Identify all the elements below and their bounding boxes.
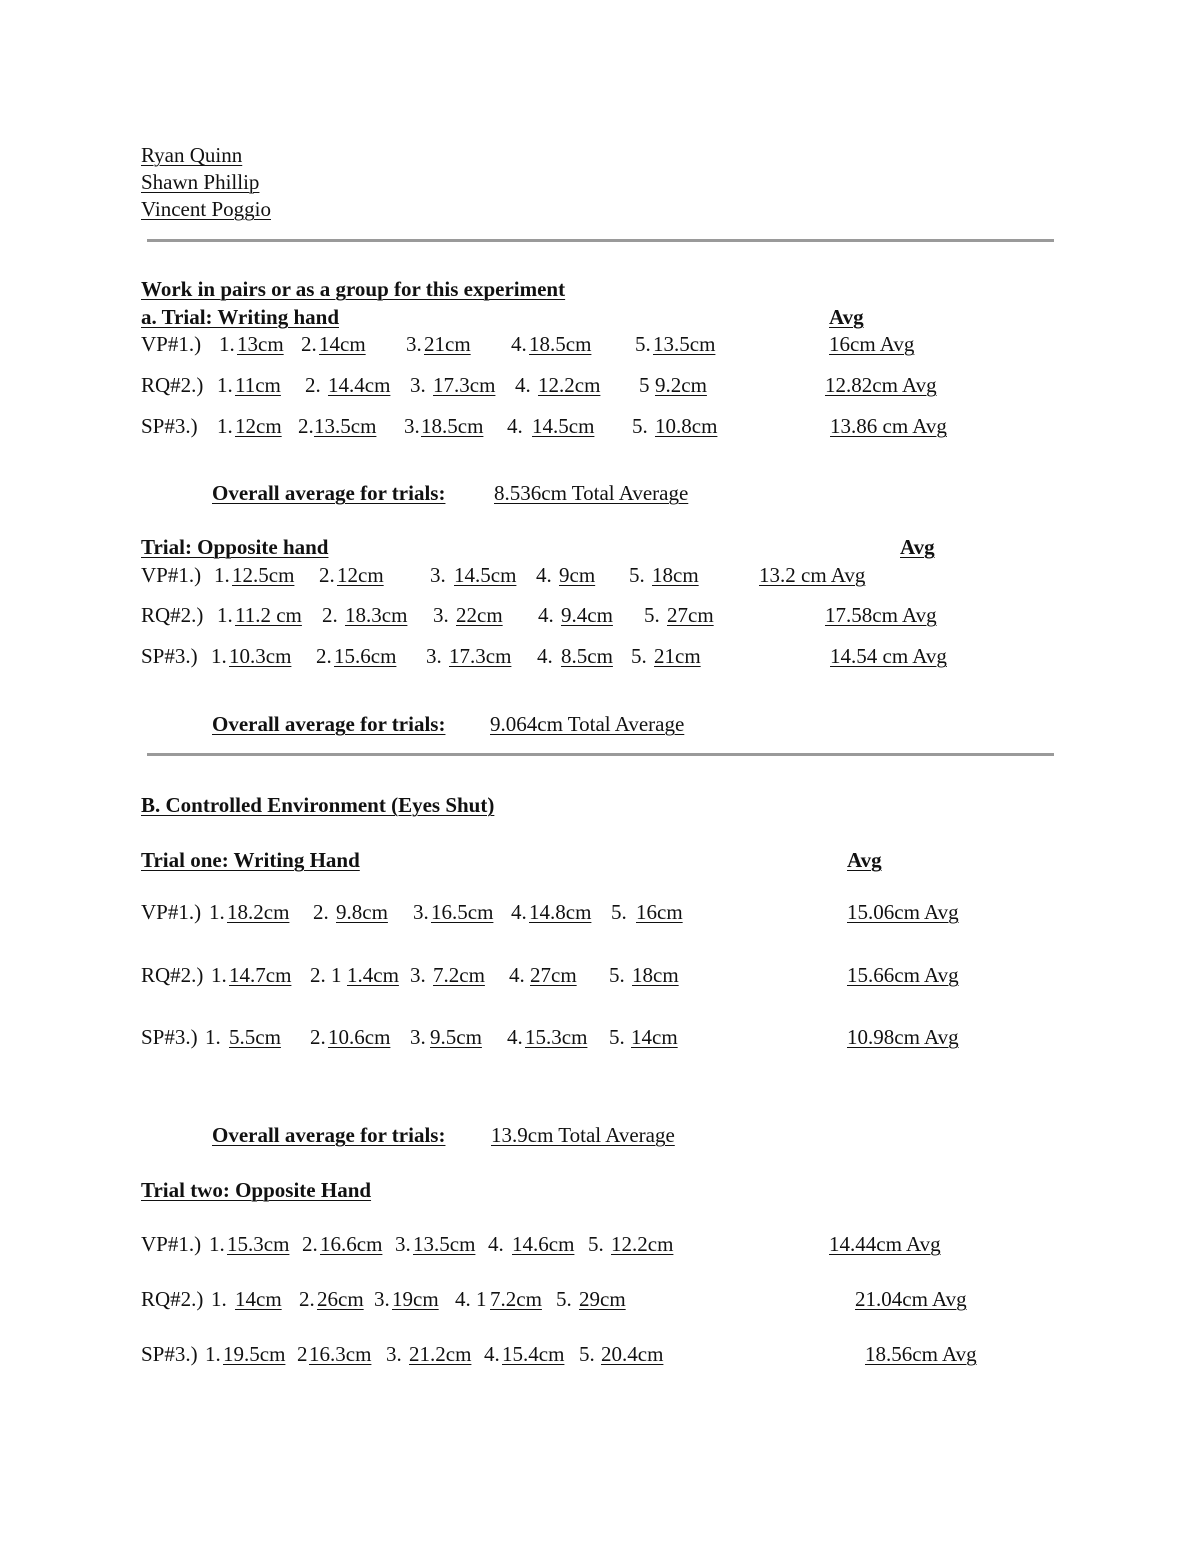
trial-value: 19cm xyxy=(392,1287,439,1311)
trial-number: 5. xyxy=(629,563,645,587)
trial-number: 2. xyxy=(299,1287,315,1311)
row-average: 15.06cm Avg xyxy=(847,900,959,924)
trial-value: 16.5cm xyxy=(431,900,494,924)
trial-number: 4. 1 xyxy=(455,1287,487,1311)
trial-value: 12.2cm xyxy=(538,373,601,397)
trial-number: 5. xyxy=(609,1025,625,1049)
trial-number: 1. xyxy=(217,373,233,397)
trial-value: 14.5cm xyxy=(532,414,595,438)
trial-value: 15.3cm xyxy=(227,1232,290,1256)
trial-value: 12.5cm xyxy=(232,563,295,587)
row-label: RQ#2.) xyxy=(141,963,204,987)
trial-number: 5. xyxy=(579,1342,595,1366)
trial-number: 5. xyxy=(631,644,647,668)
trial-value: 27cm xyxy=(667,603,714,627)
trial-number: 2. xyxy=(302,1232,318,1256)
trial-number: 5. xyxy=(635,332,651,356)
row-average: 16cm Avg xyxy=(829,332,915,356)
trial-value: 1.4cm xyxy=(347,963,399,987)
trial-number: 1. xyxy=(217,414,233,438)
trial-number: 5. xyxy=(588,1232,604,1256)
trial-value: 13.5cm xyxy=(413,1232,476,1256)
section-title: B. Controlled Environment (Eyes Shut) xyxy=(141,793,495,817)
trial-value: 5.5cm xyxy=(229,1025,281,1049)
trial-value: 10.8cm xyxy=(655,414,718,438)
trial-number: 2. xyxy=(316,644,332,668)
author-name: Ryan Quinn xyxy=(141,143,243,167)
overall-average: 8.536cm Total Average xyxy=(494,481,689,505)
trial-value: 27cm xyxy=(530,963,577,987)
trial-number: 3. xyxy=(395,1232,411,1256)
trial-value: 14.7cm xyxy=(229,963,292,987)
trial-value: 18cm xyxy=(652,563,699,587)
trial-number: 2. xyxy=(319,563,335,587)
row-label: SP#3.) xyxy=(141,414,198,438)
trial-number: 1. xyxy=(209,900,225,924)
trial-value: 18.5cm xyxy=(421,414,484,438)
divider xyxy=(147,239,1054,242)
trial-number: 4. xyxy=(484,1342,500,1366)
author-name: Vincent Poggio xyxy=(141,197,271,221)
row-average: 21.04cm Avg xyxy=(855,1287,967,1311)
trial-number: 5. xyxy=(644,603,660,627)
trial-number: 4. xyxy=(507,1025,523,1049)
trial-number: 1. xyxy=(214,563,230,587)
trial-value: 18.3cm xyxy=(345,603,408,627)
trial-value: 21cm xyxy=(654,644,701,668)
trial-number: 4. xyxy=(488,1232,504,1256)
row-average: 18.56cm Avg xyxy=(865,1342,977,1366)
avg-heading: Avg xyxy=(847,848,882,872)
trial-value: 13cm xyxy=(237,332,284,356)
row-average: 10.98cm Avg xyxy=(847,1025,959,1049)
trial-number: 1. xyxy=(205,1342,221,1366)
trial-number: 1. xyxy=(211,644,227,668)
trial-value: 20.4cm xyxy=(601,1342,664,1366)
row-label: VP#1.) xyxy=(141,563,202,587)
trial-value: 11.2 cm xyxy=(235,603,302,627)
row-label: SP#3.) xyxy=(141,1342,198,1366)
trial-number: 3. xyxy=(374,1287,390,1311)
trial-number: 2. xyxy=(301,332,317,356)
trial-value: 13.5cm xyxy=(653,332,716,356)
trial-value: 9.8cm xyxy=(336,900,388,924)
trial-value: 14.4cm xyxy=(328,373,391,397)
trial-number: 3. xyxy=(410,373,426,397)
row-average: 14.54 cm Avg xyxy=(830,644,947,668)
trial-value: 10.6cm xyxy=(328,1025,391,1049)
trial-number: 5. xyxy=(556,1287,572,1311)
trial-number: 3. xyxy=(413,900,429,924)
trial-number: 1. xyxy=(205,1025,221,1049)
trial-number: 3. xyxy=(410,1025,426,1049)
trial-value: 14.6cm xyxy=(512,1232,575,1256)
trial-value: 21cm xyxy=(424,332,471,356)
row-label: RQ#2.) xyxy=(141,373,204,397)
trial-value: 22cm xyxy=(456,603,503,627)
row-label: RQ#2.) xyxy=(141,1287,204,1311)
trial-number: 2. 1 xyxy=(310,963,342,987)
trial-number: 2 xyxy=(297,1342,308,1366)
trial-number: 4. xyxy=(511,900,527,924)
trial-number: 4. xyxy=(511,332,527,356)
trial-number: 3. xyxy=(430,563,446,587)
trial-number: 1. xyxy=(209,1232,225,1256)
trial-value: 18.5cm xyxy=(529,332,592,356)
trial-value: 7.2cm xyxy=(490,1287,542,1311)
trial-value: 15.6cm xyxy=(334,644,397,668)
trial-number: 4. xyxy=(536,563,552,587)
section-heading: Trial two: Opposite Hand xyxy=(141,1178,372,1202)
row-average: 13.2 cm Avg xyxy=(759,563,866,587)
trial-number: 2. xyxy=(313,900,329,924)
trial-value: 14cm xyxy=(319,332,366,356)
trial-value: 18cm xyxy=(632,963,679,987)
section-heading: a. Trial: Writing hand xyxy=(141,305,339,329)
instructions: Work in pairs or as a group for this experiment xyxy=(141,277,566,301)
row-label: VP#1.) xyxy=(141,332,202,356)
trial-value: 9.5cm xyxy=(430,1025,482,1049)
section-heading: Trial: Opposite hand xyxy=(141,535,329,559)
trial-number: 3. xyxy=(406,332,422,356)
trial-value: 12cm xyxy=(235,414,282,438)
row-label: SP#3.) xyxy=(141,1025,198,1049)
row-label: VP#1.) xyxy=(141,900,202,924)
row-average: 12.82cm Avg xyxy=(825,373,937,397)
trial-number: 3. xyxy=(410,963,426,987)
row-average: 17.58cm Avg xyxy=(825,603,937,627)
trial-number: 2. xyxy=(305,373,321,397)
trial-value: 9.2cm xyxy=(655,373,707,397)
trial-number: 1. xyxy=(211,1287,227,1311)
row-average: 14.44cm Avg xyxy=(829,1232,941,1256)
trial-value: 29cm xyxy=(579,1287,626,1311)
trial-number: 5. xyxy=(632,414,648,438)
trial-value: 12cm xyxy=(337,563,384,587)
trial-value: 14cm xyxy=(235,1287,282,1311)
trial-number: 4. xyxy=(507,414,523,438)
trial-number: 3. xyxy=(386,1342,402,1366)
trial-number: 3. xyxy=(433,603,449,627)
trial-value: 15.4cm xyxy=(502,1342,565,1366)
trial-value: 16cm xyxy=(636,900,683,924)
trial-value: 26cm xyxy=(317,1287,364,1311)
trial-value: 15.3cm xyxy=(525,1025,588,1049)
trial-number: 2. xyxy=(310,1025,326,1049)
overall-average: 9.064cm Total Average xyxy=(490,712,685,736)
overall-label: Overall average for trials: xyxy=(212,1123,446,1147)
trial-value: 9cm xyxy=(559,563,596,587)
trial-number: 1. xyxy=(211,963,227,987)
trial-value: 19.5cm xyxy=(223,1342,286,1366)
trial-number: 5. xyxy=(611,900,627,924)
row-average: 13.86 cm Avg xyxy=(830,414,947,438)
trial-value: 10.3cm xyxy=(229,644,292,668)
trial-number: 5 xyxy=(639,373,650,397)
trial-number: 1. xyxy=(219,332,235,356)
trial-number: 3. xyxy=(426,644,442,668)
trial-number: 4. xyxy=(515,373,531,397)
overall-label: Overall average for trials: xyxy=(212,712,446,736)
trial-number: 2. xyxy=(298,414,314,438)
row-average: 15.66cm Avg xyxy=(847,963,959,987)
overall-average: 13.9cm Total Average xyxy=(491,1123,675,1147)
author-name: Shawn Phillip xyxy=(141,170,260,194)
trial-value: 13.5cm xyxy=(314,414,377,438)
avg-heading: Avg xyxy=(829,305,864,329)
trial-value: 9.4cm xyxy=(561,603,613,627)
trial-number: 4. xyxy=(509,963,525,987)
trial-value: 21.2cm xyxy=(409,1342,472,1366)
trial-number: 3. xyxy=(404,414,420,438)
trial-number: 1. xyxy=(217,603,233,627)
trial-value: 7.2cm xyxy=(433,963,485,987)
trial-value: 17.3cm xyxy=(433,373,496,397)
trial-number: 4. xyxy=(538,603,554,627)
trial-value: 17.3cm xyxy=(449,644,512,668)
row-label: SP#3.) xyxy=(141,644,198,668)
trial-number: 2. xyxy=(322,603,338,627)
divider xyxy=(147,753,1054,756)
trial-value: 16.3cm xyxy=(309,1342,372,1366)
trial-value: 14.5cm xyxy=(454,563,517,587)
section-heading: Trial one: Writing Hand xyxy=(141,848,360,872)
row-label: VP#1.) xyxy=(141,1232,202,1256)
trial-number: 5. xyxy=(609,963,625,987)
trial-value: 11cm xyxy=(235,373,281,397)
trial-value: 18.2cm xyxy=(227,900,290,924)
avg-heading: Avg xyxy=(900,535,935,559)
trial-value: 14.8cm xyxy=(529,900,592,924)
row-label: RQ#2.) xyxy=(141,603,204,627)
trial-value: 16.6cm xyxy=(320,1232,383,1256)
trial-value: 8.5cm xyxy=(561,644,613,668)
trial-number: 4. xyxy=(537,644,553,668)
trial-value: 12.2cm xyxy=(611,1232,674,1256)
trial-value: 14cm xyxy=(631,1025,678,1049)
overall-label: Overall average for trials: xyxy=(212,481,446,505)
